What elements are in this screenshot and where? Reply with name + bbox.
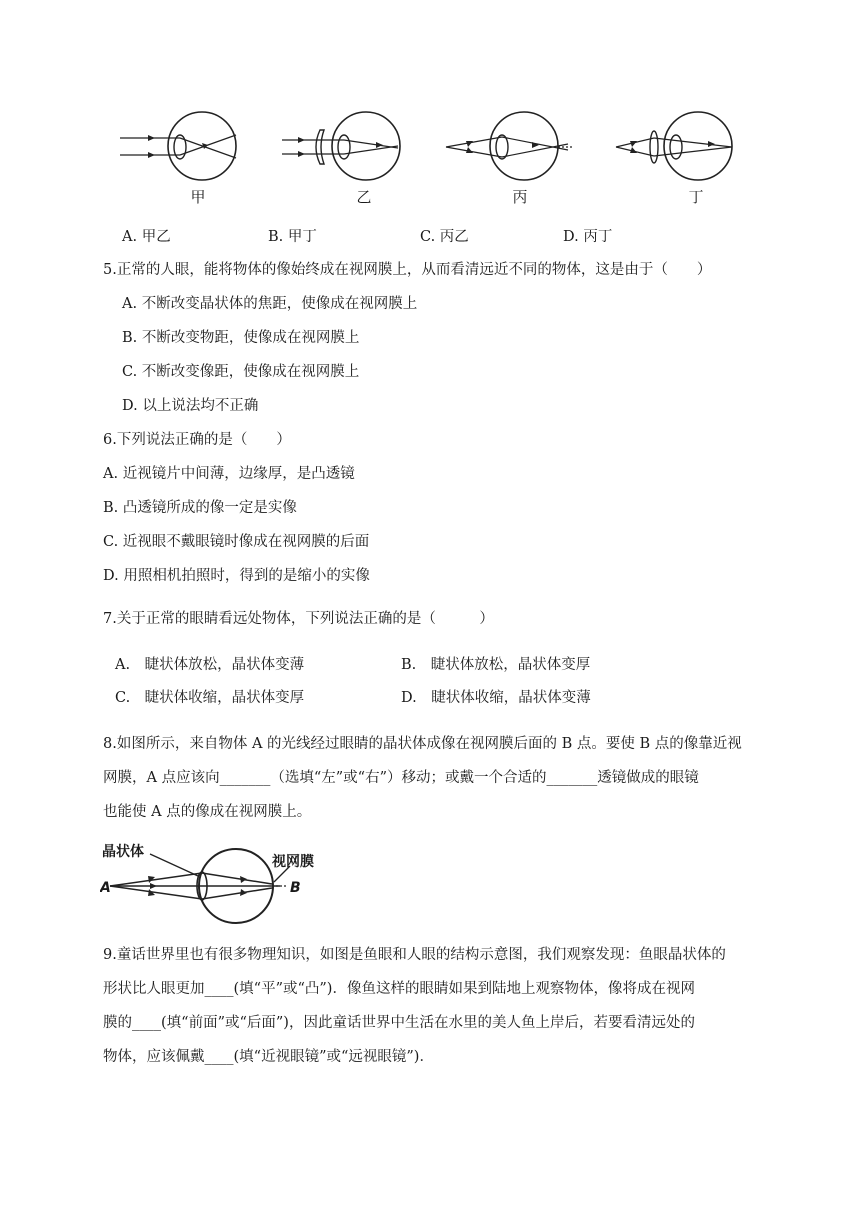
eye-figure-ding [612, 110, 752, 210]
point-b-label: B [290, 880, 301, 896]
q7-option-c: C. 睫状体收缩，晶状体变厚 [115, 690, 305, 706]
q6-option-d: D. 用照相机拍照时，得到的是缩小的实像 [103, 568, 370, 584]
q8-line-1: 8.如图所示，来自物体 A 的光线经过眼睛的晶状体成像在视网膜后面的 B 点。要使 B 点的像靠近视 [103, 736, 742, 752]
point-a-label: A [100, 880, 111, 896]
q6-option-c: C. 近视眼不戴眼镜时像成在视网膜的后面 [103, 534, 370, 550]
q5-option-d: D. 以上说法均不正确 [122, 398, 259, 414]
q8-line-3: 也能使 A 点的像成在视网膜上。 [103, 804, 312, 820]
q4-option-a: A. 甲乙 [122, 229, 171, 245]
eye-figure-jia [118, 110, 248, 210]
q7-option-a: A. 睫状体放松，晶状体变薄 [115, 657, 305, 673]
q4-option-d: D. 丙丁 [563, 229, 613, 245]
eye-figure-bing [440, 110, 580, 210]
q5-option-b: B. 不断改变物距，使像成在视网膜上 [122, 330, 360, 346]
q7-option-d: D. 睫状体收缩，晶状体变薄 [401, 690, 591, 706]
eye-figure-caption: 丁 [688, 188, 704, 206]
q9-line-1: 9.童话世界里也有很多物理知识，如图是鱼眼和人眼的结构示意图，我们观察发现：鱼眼晶状体的 [103, 947, 726, 963]
eye-figure-caption: 甲 [190, 188, 206, 206]
eye-figure-yi [280, 110, 410, 210]
eye-figure-caption: 乙 [356, 188, 372, 206]
q7-stem: 7.关于正常的眼睛看远处物体，下列说法正确的是（ ） [103, 611, 494, 627]
q9-line-3: 膜的____(填“前面”或“后面”)，因此童话世界中生活在水里的美人鱼上岸后，若要看清远处的 [103, 1015, 695, 1031]
q5-option-c: C. 不断改变像距，使像成在视网膜上 [122, 364, 360, 380]
eye-figure-caption: 丙 [512, 188, 528, 206]
q6-option-b: B. 凸透镜所成的像一定是实像 [103, 500, 297, 516]
q6-stem: 6.下列说法正确的是（ ） [103, 432, 291, 448]
q5-option-a: A. 不断改变晶状体的焦距，使像成在视网膜上 [122, 296, 418, 312]
q8-line-2: 网膜，A 点应该向_______（选填“左”或“右”）移动；或戴一个合适的_______透镜做成的眼镜 [103, 770, 699, 786]
q8-eye-figure [100, 836, 340, 926]
retina-label: 视网膜 [272, 854, 314, 870]
q4-option-b: B. 甲丁 [268, 229, 317, 245]
q9-line-2: 形状比人眼更加____(填“平”或“凸”)．像鱼这样的眼睛如果到陆地上观察物体，像将成在视网 [103, 981, 695, 997]
lens-label: 晶状体 [102, 844, 144, 860]
q6-option-a: A. 近视镜片中间薄，边缘厚，是凸透镜 [103, 466, 355, 482]
q5-stem: 5.正常的人眼，能将物体的像始终成在视网膜上，从而看清远近不同的物体，这是由于（ ） [103, 262, 712, 278]
q7-option-b: B. 睫状体放松，晶状体变厚 [401, 657, 591, 673]
q9-line-4: 物体，应该佩戴____(填“近视眼镜”或“远视眼镜”)． [103, 1049, 434, 1065]
q4-option-c: C. 丙乙 [420, 229, 469, 245]
